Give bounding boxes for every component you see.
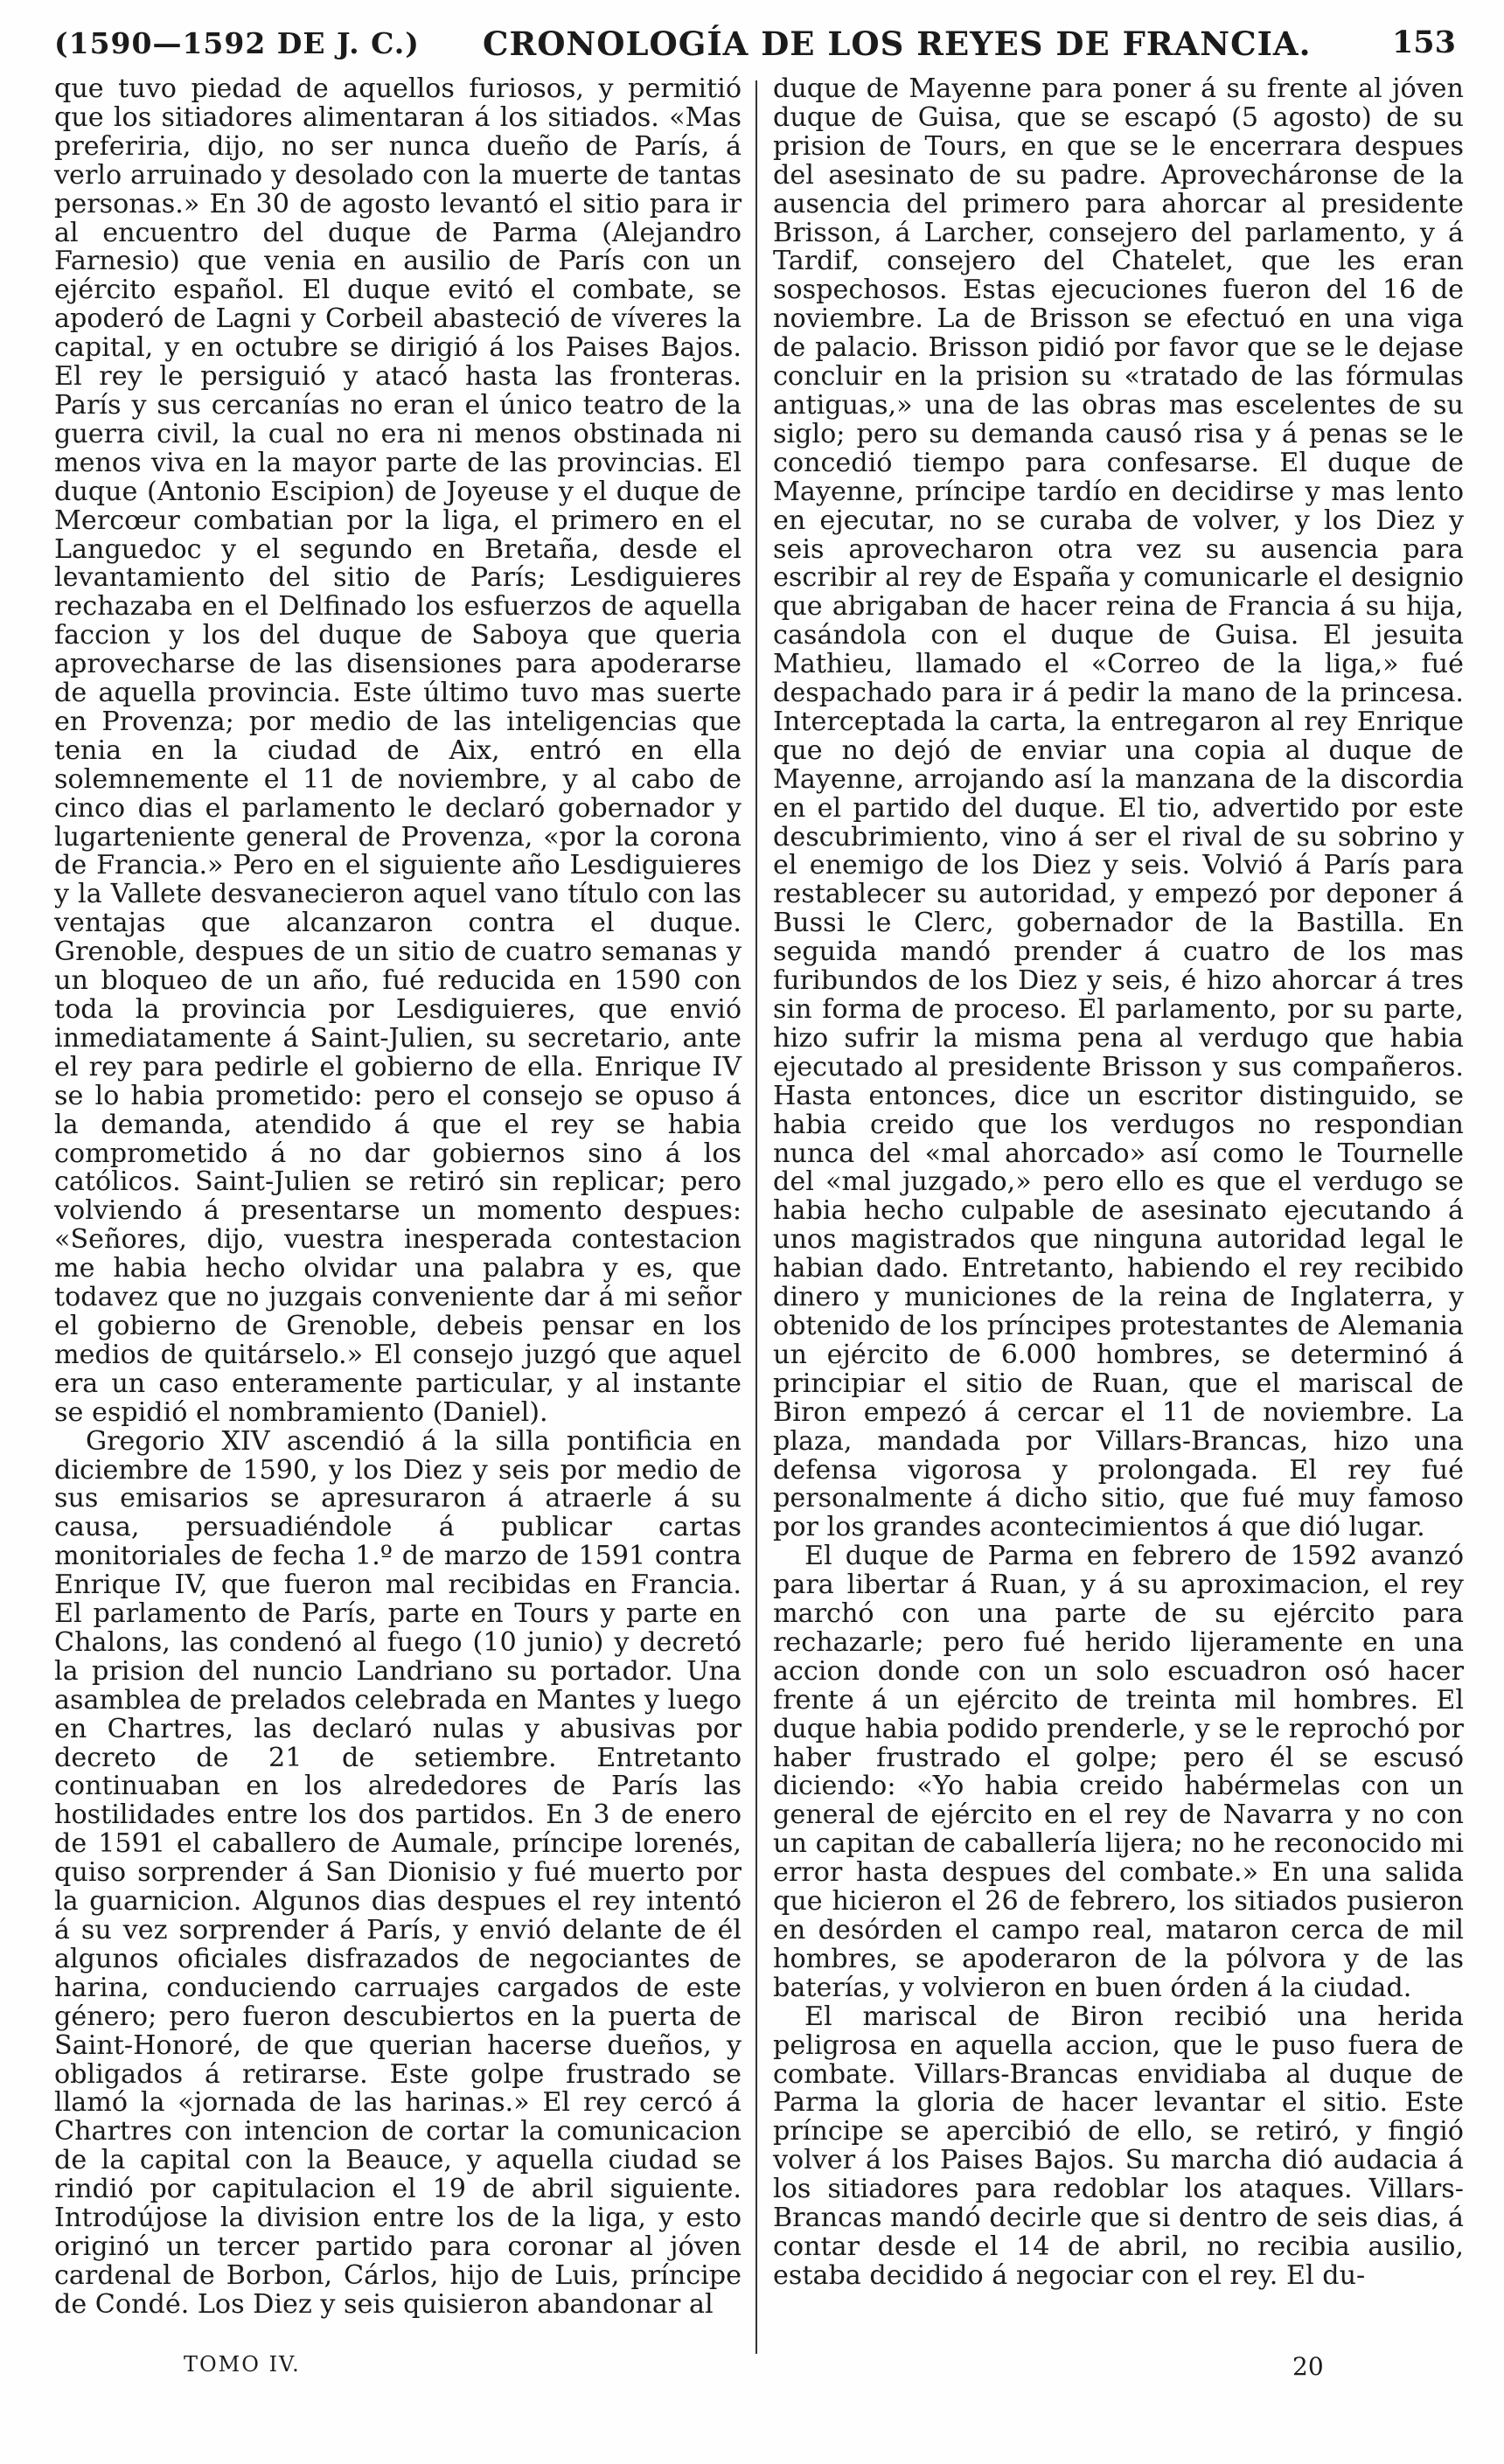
left-column bbox=[54, 75, 742, 2320]
running-header bbox=[54, 19, 1456, 68]
right-column bbox=[773, 75, 1464, 2291]
paragraph: El duque de Parma en febrero de 1592 avanzó para libertar á Ruan, y á su aproximacion, el rey marchó con una parte de su ejército para rechazarle; pero fué herido lijeramente en una accion donde con un solo escuadron osó hacer frente á un ejército de treinta mil hombres. El duque habia podido prenderle, y se le reprochó por haber frustrado el golpe; pero él se escusó diciendo: «Yo habia creido habérmelas con un general de ejército en el rey de Navarra y no con un capitan de caballería lijera; no he reconocido mi error hasta despues del combate.» En una salida que hicieron el 26 de febrero, los sitiados pusieron en desórden el campo real, mataron cerca de mil hombres, se apoderaron de la pólvora y de las baterías, y volvieron en buen órden á la ciudad. bbox=[773, 1541, 1464, 2003]
header-title: CRONOLOGÍA DE LOS REYES DE FRANCIA. bbox=[483, 24, 1312, 63]
paragraph: El mariscal de Biron recibió una herida peligrosa en aquella accion, que le puso fuera de combate. Villars-Brancas envidiaba al duque de Parma la gloria de hacer levantar el sitio. Este príncipe se apercibió de ello, se retiró, y fingió volver á los Paises Bajos. Su marcha dió audacia á los sitiadores para redoblar los ataques. Villars-Brancas mandó decirle que si dentro de seis dias, á contar desde el 14 de abril, no recibia ausilio, estaba decidido á negociar con el rey. El du- bbox=[773, 2001, 1464, 2291]
signature-mark: 20 bbox=[1292, 2352, 1324, 2381]
paragraph: Gregorio XIV ascendió á la silla pontificia en diciembre de 1590, y los Diez y seis por medio de sus emisarios se apresuraron á atraerle á su causa, persuadiéndole á publicar cartas monitoriales de fecha 1.º de marzo de 1591 contra Enrique IV, que fueron mal recibidas en Francia. El parlamento de París, parte en Tours y parte en Chalons, las condenó al fuego (10 junio) y decretó la prision del nuncio Landriano su portador. Una asamblea de prelados celebrada en Mantes y luego en Chartres, las declaró nulas y abusivas por decreto de 21 de setiembre. Entretanto continuaban en los alrededores de París las hostilidades entre los dos partidos. En 3 de enero de 1591 el caballero de Aumale, príncipe lorenés, quiso sorprender á San Dionisio y fué muerto por la guarnicion. Algunos dias despues el rey intentó á su vez sorprender á París, y envió delante de él algunos oficiales disfrazados de negociantes de harina, conduciendo carruajes cargados de este género; pero fueron descubiertos en la puerta de Saint-Honoré, de que querian hacerse dueños, y obligados á retirarse. Este golpe frustrado se llamó la «jornada de las harinas.» El rey cercó á Chartres con intencion de cortar la comunicacion de la capital con la Beauce, y aquella ciudad se rindió por capitulacion el 19 de abril siguiente. Introdújose la division entre los de la liga, y esto originó un tercer partido para coronar al jóven cardenal de Borbon, Cárlos, hijo de Luis, príncipe de Condé. Los Diez y seis quisieron abandonar al bbox=[54, 1425, 742, 2320]
paragraph: duque de Mayenne para poner á su frente al jóven duque de Guisa, que se escapó (5 agosto) de su prision de Tours, en que se le encerrara despues del asesinato de su padre. Aprovecháronse de la ausencia del primero para ahorcar al presidente Brisson, á Larcher, consejero del parlamento, y á Tardif, consejero del Chatelet, que les eran sospechosos. Estas ejecuciones fueron del 16 de noviembre. La de Brisson se efectuó en una viga de palacio. Brisson pidió por favor que se le dejase concluir en la prision su «tratado de las fórmulas antiguas,» una de las obras mas escelentes de su siglo; pero su demanda causó risa y á penas se le concedió tiempo para confesarse. El duque de Mayenne, príncipe tardío en decidirse y mas lento en ejecutar, no se curaba de volver, y los Diez y seis aprovecharon otra vez su ausencia para escribir al rey de España y comunicarle el designio que abrigaban de hacer reina de Francia á su hija, casándola con el duque de Guisa. El jesuita Mathieu, llamado el «Correo de la liga,» fué despachado para ir á pedir la mano de la princesa. Interceptada la carta, la entregaron al rey Enrique que no dejó de enviar una copia al duque de Mayenne, arrojando así la manzana de la discordia en el partido del duque. El tio, advertido por este descubrimiento, vino á ser el rival de su sobrino y el enemigo de los Diez y seis. Volvió á París para restablecer su autoridad, y empezó por deponer á Bussi le Clerc, gobernador de la Bastilla. En seguida mandó prender á cuatro de los mas furibundos de los Diez y seis, é hizo ahorcar á tres sin forma de proceso. El parlamento, por su parte, hizo sufrir la misma pena al verdugo que habia ejecutado al presidente Brisson y sus compañeros. Hasta entonces, dice un escritor distinguido, se habia creido que los verdugos no respondian nunca del «mal ahorcado» así como le Tournelle del «mal juzgado,» pero ello es que el verdugo se habia hecho culpable de asesinato ejecutando á unos magistrados que ninguna autoridad legal le habian dado. Entretanto, habiendo el rey recibido dinero y municiones de la reina de Inglaterra, y obtenido de los príncipes protestantes de Alemania un ejército de 6.000 hombres, se determinó á principiar el sitio de Ruan, que el mariscal de Biron empezó á cercar el 11 de noviembre. La plaza, mandada por Villars-Brancas, hizo una defensa vigorosa y prolongada. El rey fué personalmente á dicho sitio, que fué muy famoso por los grandes acontecimientos á que dió lugar. bbox=[773, 73, 1464, 1543]
paragraph: que tuvo piedad de aquellos furiosos, y permitió que los sitiadores alimentaran á los sitiados. «Mas preferiria, dijo, no ser nunca dueño de París, á verlo arruinado y desolado con la muerte de tantas personas.» En 30 de agosto levantó el sitio para ir al encuentro del duque de Parma (Alejandro Farnesio) que venia en ausilio de París con un ejército español. El duque evitó el combate, se apoderó de Lagni y Corbeil abasteció de víveres la capital, y en octubre se dirigió á los Paises Bajos. El rey le persiguió y atacó hasta las fronteras. París y sus cercanías no eran el único teatro de la guerra civil, la cual no era ni menos obstinada ni menos viva en la mayor parte de las provincias. El duque (Antonio Escipion) de Joyeuse y el duque de Mercœur combatian por la liga, el primero en el Languedoc y el segundo en Bretaña, desde el levantamiento del sitio de París; Lesdiguieres rechazaba en el Delfinado los esfuerzos de aquella faccion y los del duque de Saboya que queria aprovecharse de las disensiones para apoderarse de aquella provincia. Este último tuvo mas suerte en Provenza; por medio de las inteligencias que tenia en la ciudad de Aix, entró en ella solemnemente el 11 de noviembre, y al cabo de cinco dias el parlamento le declaró gobernador y lugarteniente general de Provenza, «por la corona de Francia.» Pero en el siguiente año Lesdiguieres y la Vallete desvanecieron aquel vano título con las ventajas que alcanzaron contra el duque. Grenoble, despues de un sitio de cuatro semanas y un bloqueo de un año, fué reducida en 1590 con toda la provincia por Lesdiguieres, que envió inmediatamente á Saint-Julien, su secretario, ante el rey para pedirle el gobierno de ella. Enrique IV se lo habia prometido: pero el consejo se opuso á la demanda, atendido á que el rey se habia comprometido á no dar gobiernos sino á los católicos. Saint-Julien se retiró sin replicar; pero volviendo á presentarse un momento despues: «Señores, dijo, vuestra inesperada contestacion me habia hecho olvidar una palabra y es, que todavez que no juzgais conveniente dar á mi señor el gobierno de Grenoble, debeis pensar en los medios de quitárselo.» El consejo juzgó que aquel era un caso enteramente particular, y al instante se espidió el nombramiento (Daniel). bbox=[54, 73, 742, 1428]
column-divider bbox=[755, 80, 757, 2354]
page-number: 153 bbox=[1391, 24, 1456, 60]
volume-label: TOMO IV. bbox=[184, 2352, 301, 2377]
header-date-range: (1590—1592 DE J. C.) bbox=[54, 26, 420, 60]
